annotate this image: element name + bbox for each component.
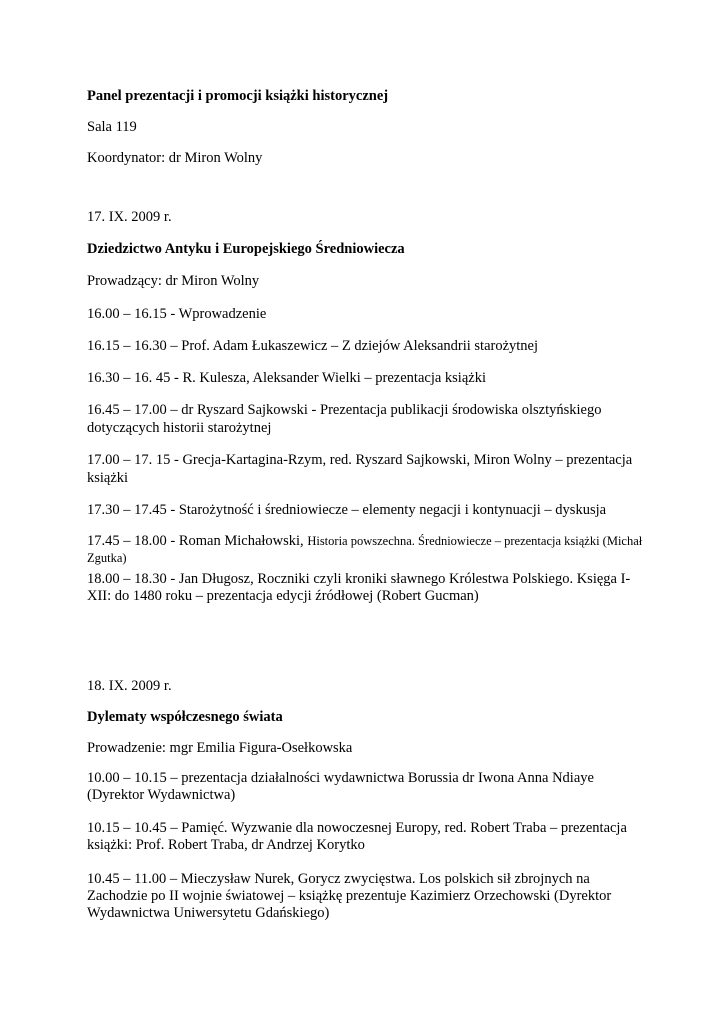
day2-host: Prowadzenie: mgr Emilia Figura-Osełkowska	[87, 740, 353, 756]
day1-item: 16.15 – 16.30 – Prof. Adam Łukaszewicz – Z dziejów Aleksandrii starożytnej	[87, 338, 539, 354]
day2-item: 10.15 – 10.45 – Pamięć. Wyzwanie dla nowoczesnej Europy, red. Robert Traba – prezentacja książki: Prof. Robert Traba, dr Andrzej Korytko	[87, 820, 627, 853]
day1-item	[87, 533, 647, 567]
day1-item7-lead: 17.45 – 18.00 - Roman Michałowski,	[87, 533, 308, 549]
room-label: Sala 119	[87, 119, 137, 135]
day1-item: 16.30 – 16. 45 - R. Kulesza, Aleksander Wielki – prezentacja książki	[87, 370, 486, 386]
coordinator-label: Koordynator: dr Miron Wolny	[87, 150, 263, 166]
day2-section-title: Dylematy współczesnego świata	[87, 709, 283, 725]
day1-item: 17.00 – 17. 15 - Grecja-Kartagina-Rzym, red. Ryszard Sajkowski, Miron Wolny – prezentacja książki	[87, 452, 633, 486]
day1-item: 18.00 – 18.30 - Jan Długosz, Roczniki czyli kroniki sławnego Królestwa Polskiego. Księga I-XII: do 1480 roku – prezentacja edycji źródłowej (Robert Gucman)	[87, 571, 631, 604]
day2-date: 18. IX. 2009 r.	[87, 678, 172, 694]
day2-item: 10.45 – 11.00 – Mieczysław Nurek, Gorycz zwycięstwa. Los polskich sił zbrojnych na Zachodzie po II wojnie światowej – książkę prezentuje Kazimierz Orzechowski (Dyrektor Wydawnictwa Uniwersytetu Gdańskiego)	[87, 871, 612, 921]
day1-item: 16.45 – 17.00 – dr Ryszard Sajkowski - Prezentacja publikacji środowiska olsztyńskiego dotyczących historii starożytnej	[87, 402, 602, 436]
day2-item: 10.00 – 10.15 – prezentacja działalności wydawnictwa Borussia dr Iwona Anna Ndiaye (Dyrektor Wydawnictwa)	[87, 770, 594, 803]
day1-item7-title: Historia powszechna. Średniowiecze – prezentacja książki (Michał Zgutka)	[87, 534, 643, 565]
day1-section-title: Dziedzictwo Antyku i Europejskiego Średniowiecza	[87, 241, 405, 257]
day1-item: 16.00 – 16.15 - Wprowadzenie	[87, 306, 267, 322]
day1-item: 17.30 – 17.45 - Starożytność i średniowiecze – elementy negacji i kontynuacji – dyskusja	[87, 502, 607, 518]
day1-date: 17. IX. 2009 r.	[87, 209, 172, 225]
day1-host: Prowadzący: dr Miron Wolny	[87, 273, 260, 289]
panel-title: Panel prezentacji i promocji książki historycznej	[87, 88, 389, 104]
